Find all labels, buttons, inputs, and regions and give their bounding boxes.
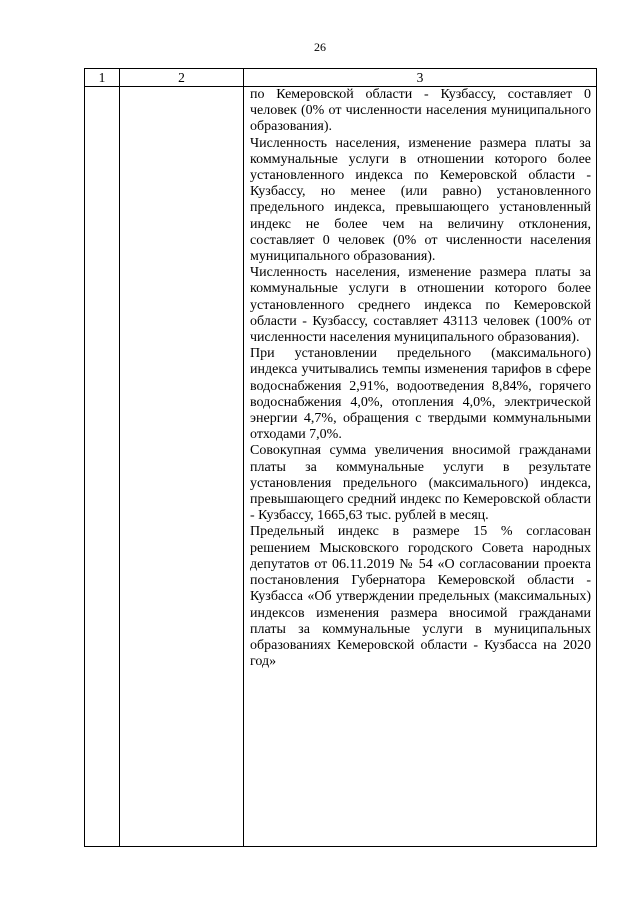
column-header-2: 2 bbox=[120, 69, 244, 87]
table-body-row bbox=[85, 87, 597, 847]
column-header-1: 1 bbox=[85, 69, 120, 87]
cell-col-2 bbox=[120, 87, 244, 847]
table-header-row bbox=[85, 69, 597, 87]
cell-content bbox=[244, 87, 596, 670]
document-table bbox=[84, 68, 597, 847]
column-header-3: 3 bbox=[244, 69, 597, 87]
paragraph-1: по Кемеровской области - Кузбассу, составляет 0 человек (0% от численности населения муниципального образования). bbox=[250, 87, 591, 135]
paragraph-5: Совокупная сумма увеличения вносимой гражданами платы за коммунальные услуги в результате установления предельного (максимального) индекса, превышающего средний индекс по Кемеровской области - Кузбассу, 1665,63 тыс. рублей в месяц. bbox=[250, 443, 591, 524]
paragraph-6: Предельный индекс в размере 15 % согласован решением Мысковского городского Совета народных депутатов от 06.11.2019 № 54 «О согласовании проекта постановления Губернатора Кемеровской области - Кузбасса «Об утверждении предельных (максимальных) индексов изменения размера вносимой гражданами платы за коммунальные услуги в муниципальных образованиях Кемеровской области - Кузбасса на 2020 год» bbox=[250, 524, 591, 670]
cell-col-3 bbox=[244, 87, 597, 847]
paragraph-3: Численность населения, изменение размера платы за коммунальные услуги в отношении которого более установленного среднего индекса по Кемеровской области - Кузбассу, составляет 43113 человек (100% от численности населения муниципального образования). bbox=[250, 265, 591, 346]
page-number: 26 bbox=[314, 40, 326, 54]
paragraph-4: При установлении предельного (максимального) индекса учитывались темпы изменения тарифов в сфере водоснабжения 2,91%, водоотведения 8,84%, горячего водоснабжения 4,0%, отопления 4,0%, электрической энергии 4,7%, обращения с твердыми коммунальными отходами 7,0%. bbox=[250, 346, 591, 443]
paragraph-2: Численность населения, изменение размера платы за коммунальные услуги в отношении которого более установленного индекса по Кемеровской области - Кузбассу, но менее (или равно) установленного предельного индекса, превышающего установленный индекс не более чем на величину отклонения, составляет 0 человек (0% от численности населения муниципального образования). bbox=[250, 135, 591, 265]
cell-col-1 bbox=[85, 87, 120, 847]
